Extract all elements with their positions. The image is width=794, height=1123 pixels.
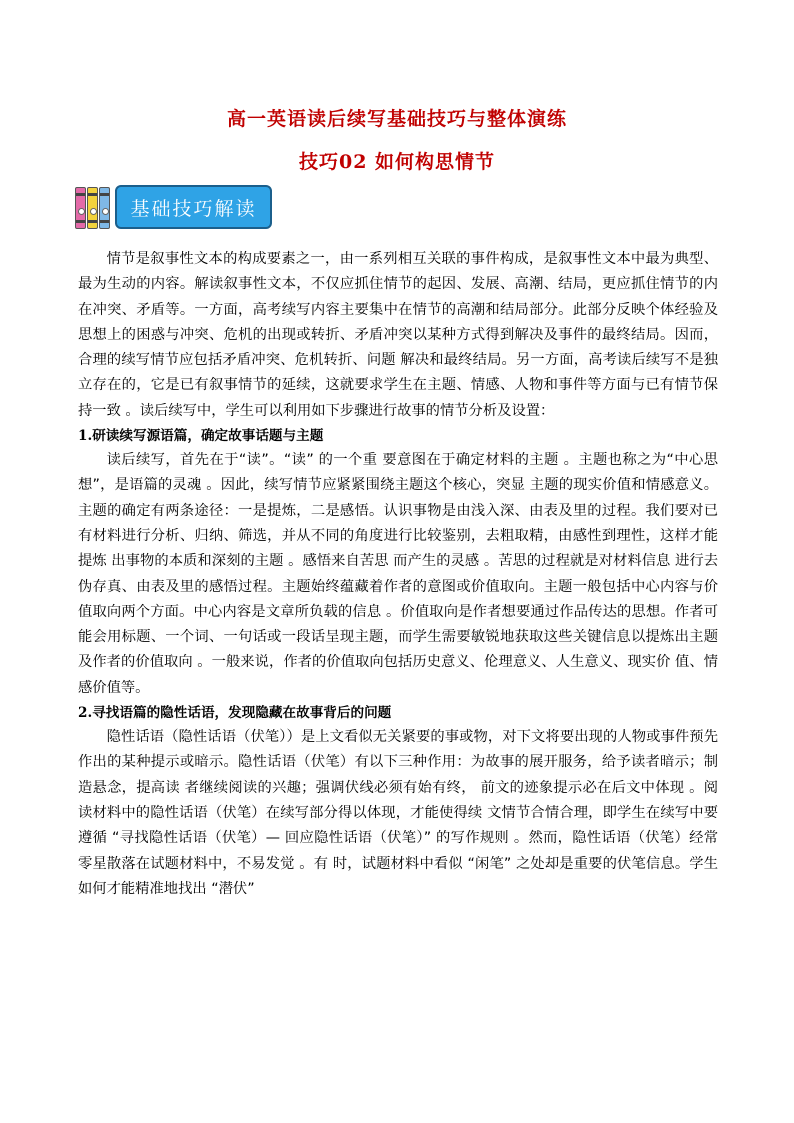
paragraph-step-2: 隐性话语（隐性话语（伏笔））是上文看似无关紧要的事或物，对下文将要出现的人物或事件预先作出的某种提示或暗示。隐性话语（伏笔）有以下三种作用：为故事的展开服务，给予读者暗示；制造悬念，提高读 者继续阅读的兴趣；强调伏线必须有始有终， 前文的迹象提示必在后文中体现 。阅读材料中的隐性话语（伏笔）在续写部分得以体现，才能使得续 文情节合情合理，即学生在续写中要遵循 “寻找隐性话语（伏笔）— 回应隐性话语（伏笔）” 的写作规则 。然而，隐性话语（伏笔）经常零星散落在试题材料中，不易发觉 。有 时，试题材料中看似 “闲笔” 之处却是重要的伏笔信息。学生如何才能精准地找出 “潜伏” bbox=[78, 729, 718, 897]
paragraph-intro: 情节是叙事性文本的构成要素之一，由一系列相互关联的事件构成，是叙事性文本中最为典型、最为生动的内容。解读叙事性文本，不仅应抓住情节的起因、发展、高潮、结局，更应抓住情节的内在冲突、矛盾等。一方面，高考续写内容主要集中在情节的高潮和结局部分。此部分反映个体经验及思想上的困惑与冲突、危机的出现或转折、矛盾冲突以某种方式得到解决及事件的最终结局。因而，合理的续写情节应包括矛盾冲突、危机转折、问题 解决和最终结局。另一方面，高考读后续写不是独立存在的，它是已有叙事情节的延续，这就要求学生在主题、情感、人物和事件等方面与已有情节保持一致 。读后续写中，学生可以利用如下步骤进行故事的情节分析及设置： bbox=[78, 251, 718, 419]
section-badge bbox=[74, 185, 274, 233]
heading-step-2: 2.寻找语篇的隐性话语，发现隐藏在故事背后的问题 bbox=[78, 705, 392, 722]
document-body bbox=[78, 247, 718, 902]
document-title: 高一英语读后续写基础技巧与整体演练 bbox=[226, 108, 567, 130]
books-icon bbox=[74, 187, 114, 231]
document-subtitle: 技巧02 如何构思情节 bbox=[298, 151, 496, 173]
section-badge-label: 基础技巧解读 bbox=[115, 185, 272, 229]
paragraph-step-1: 读后续写，首先在于“读”。“读” 的一个重 要意图在于确定材料的主题 。主题也称之为“中心思想”，是语篇的灵魂 。因此，续写情节应紧紧围绕主题这个核心，突显 主题的现实价值和情感意义。主题的确定有两条途径：一是提炼，二是感悟。认识事物是由浅入深、由表及里的过程。我们要对已有材料进行分析、归纳、筛选，并从不同的角度进行比较鉴别，去粗取精，由感性到理性，这样才能提炼 出事物的本质和深刻的主题 。感悟来自苦思 而产生的灵感 。苦思的过程就是对材料信息 进行去伪存真、由表及里的感悟过程。主题始终蕴藏着作者的意图或价值取向。主题一般包括中心内容与价值取向两个方面。中心内容是文章所负载的信息 。价值取向是作者想要通过作品传达的思想。作者可能会用标题、一个词、一句话或一段话呈现主题，而学生需要敏锐地获取这些关键信息以提炼出主题及作者的价值取向 。一般来说，作者的价值取向包括历史意义、伦理意义、人生意义、现实价 值、情感价值等。 bbox=[78, 452, 718, 696]
heading-step-1: 1.研读续写源语篇，确定故事话题与主题 bbox=[78, 428, 324, 445]
